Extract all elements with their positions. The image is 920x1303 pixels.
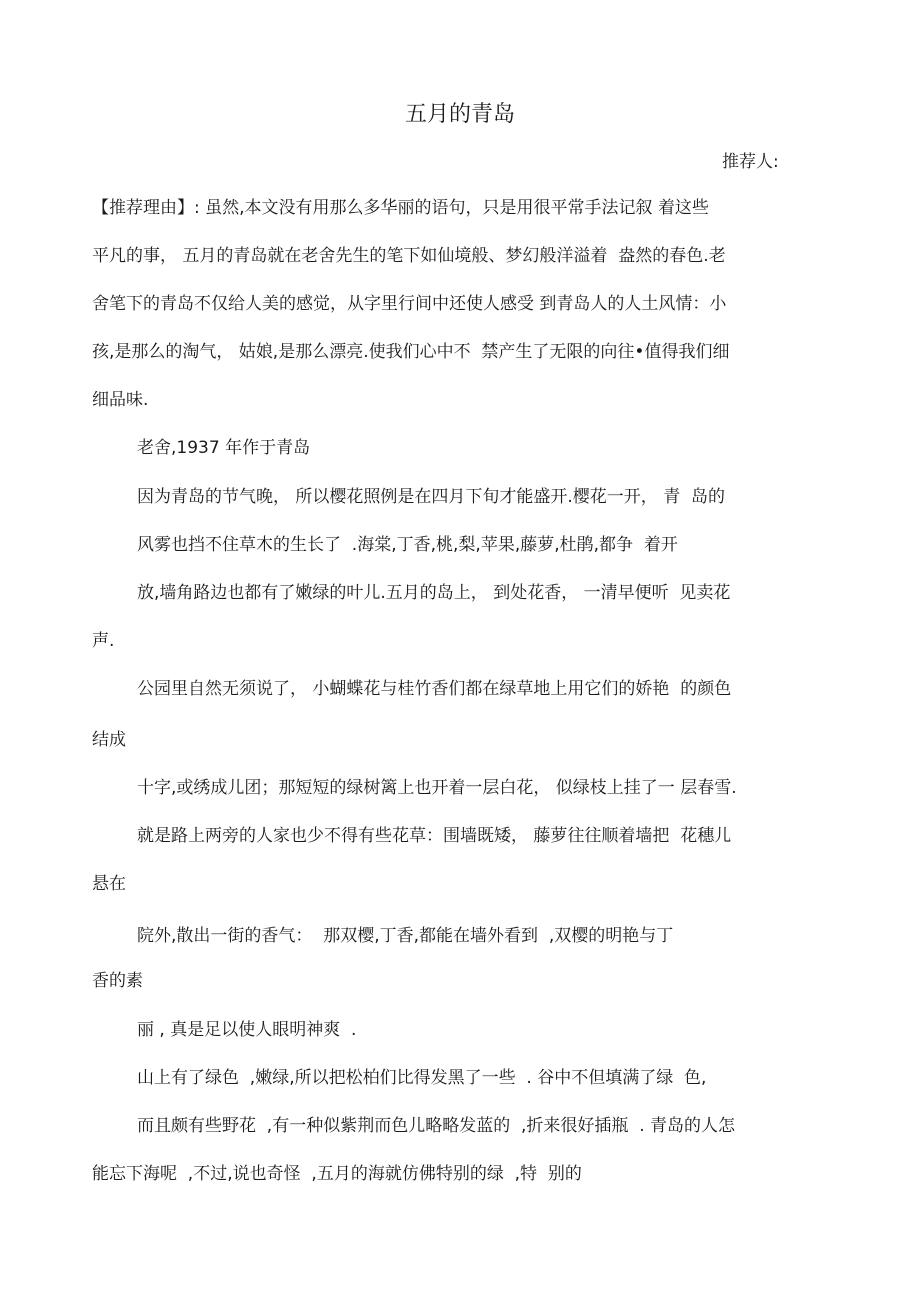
- body-line: 院外,散出一街的香气： 那双樱,丁香,都能在墙外看到 ,双樱的明艳与丁: [137, 926, 674, 946]
- body-line: 而且颇有些野花 ,有一种似紫荆而色儿略略发蓝的 ,折来很好插瓶 . 青岛的人怎: [137, 1116, 736, 1136]
- recommender-label: 推荐人:: [722, 152, 779, 172]
- body-line: 就是路上两旁的人家也少不得有些花草：围墙既矮， 藤萝往往顺着墙把 花穗儿: [137, 826, 732, 846]
- body-line: 放,墙角路边也都有了嫩绿的叶儿.五月的岛上， 到处花香， 一清早便听 见卖花: [137, 583, 731, 603]
- body-line: 结成: [92, 730, 126, 750]
- body-line: 能忘下海呢 ,不过,说也奇怪 ,五月的海就仿佛特别的绿 ,特 别的: [92, 1164, 582, 1184]
- body-line: 风雾也挡不住草木的生长了 .海棠,丁香,桃,梨,苹果,藤萝,杜鹃,都争 着开: [137, 535, 678, 555]
- body-line: 因为青岛的节气晚， 所以樱花照例是在四月下旬才能盛开.樱花一开， 青 岛的: [137, 487, 726, 507]
- reason-line: 平凡的事， 五月的青岛就在老舍先生的笔下如仙境般、梦幻般洋溢着 盎然的春色.老: [92, 246, 726, 266]
- body-line: 山上有了绿色 ,嫩绿,所以把松柏们比得发黑了一些 . 谷中不但填满了绿 色,: [137, 1068, 707, 1088]
- body-line: 丽 , 真是足以使人眼明神爽 .: [137, 1020, 357, 1040]
- body-line: 悬在: [92, 874, 126, 894]
- reason-line: 【推荐理由】: 虽然,本文没有用那么多华丽的语句，只是用很平常手法记叙 着这些: [92, 198, 709, 218]
- body-line: 十字,或绣成儿团；那短短的绿树篱上也开着一层白花， 似绿枝上挂了一 层春雪.: [137, 778, 737, 798]
- reason-line: 舍笔下的青岛不仅给人美的感觉，从字里行间中还使人感受 到青岛人的人土风情：小: [92, 294, 727, 314]
- author-line: 老舍,1937 年作于青岛: [137, 438, 311, 458]
- body-line: 香的素: [92, 971, 143, 991]
- body-line: 声.: [92, 631, 115, 651]
- reason-line: 孩,是那么的淘气， 姑娘,是那么漂亮.使我们心中不 禁产生了无限的向往•值得我们细: [92, 342, 730, 362]
- body-line: 公园里自然无须说了， 小蝴蝶花与桂竹香们都在绿草地上用它们的娇艳 的颜色: [137, 679, 732, 699]
- document-title: 五月的青岛: [404, 102, 515, 127]
- reason-line: 细品味.: [92, 390, 149, 410]
